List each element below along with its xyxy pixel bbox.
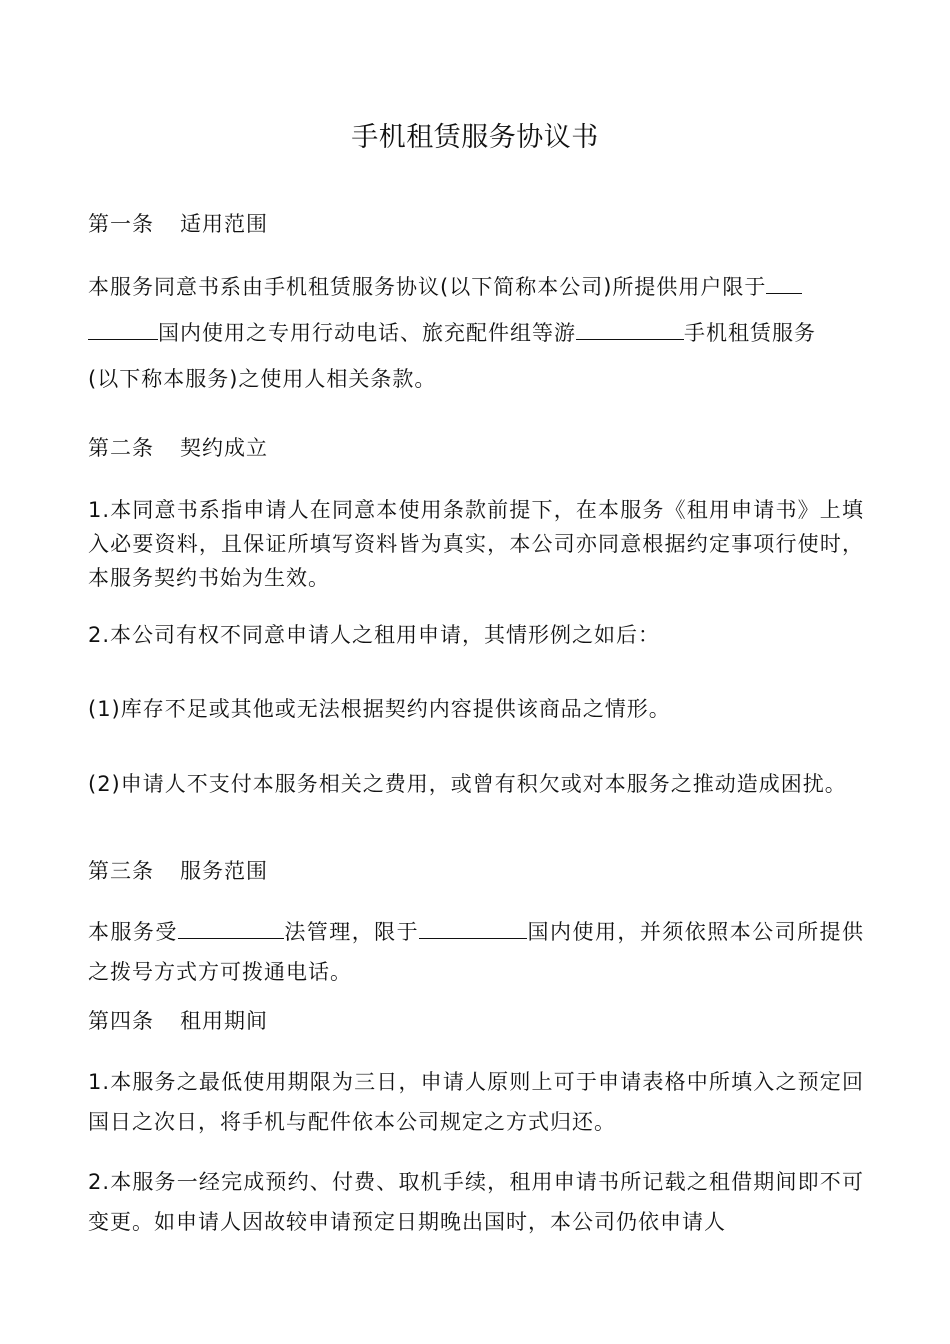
paragraph-text: 国内使用，并须依照本公司所提供之拨号方式方可拨通电话。 (88, 920, 865, 984)
article-2-subitem-1: (1)库存不足或其他或无法根据契约内容提供该商品之情形。 (88, 697, 671, 721)
document-title: 手机租赁服务协议书 (351, 122, 599, 153)
paragraph-text: 法管理，限于 (283, 920, 420, 944)
article-number: 第三条 (88, 859, 154, 883)
fill-in-blank (576, 319, 684, 340)
paragraph-text: 手机租赁服务 (684, 321, 816, 345)
paragraph-text: 本服务同意书系由手机租赁服务协议(以下简称本公司)所提供用户限于 (88, 275, 767, 299)
article-3-body (88, 912, 864, 992)
article-2-item-1: 1.本同意书系指申请人在同意本使用条款前提下，在本服务《租用申请书》上填入必要资料，且保证所填写资料皆为真实，本公司亦同意根据约定事项行使时，本服务契约书始为生效。 (88, 498, 864, 590)
paragraph-text: 国内使用之专用行动电话、旅充配件组等游 (158, 321, 576, 345)
article-title: 适用范围 (180, 212, 268, 236)
article-3-heading (88, 855, 864, 887)
paragraph-text: (以下称本服务)之使用人相关条款。 (88, 367, 437, 391)
article-title: 服务范围 (180, 859, 268, 883)
article-number: 第四条 (88, 1009, 154, 1033)
article-4-item-1: 1.本服务之最低使用期限为三日，申请人原则上可于申请表格中所填入之预定回国日之次日，将手机与配件依本公司规定之方式归还。 (88, 1070, 864, 1134)
article-4-item-2: 2.本服务一经完成预约、付费、取机手续，租用申请书所记载之租借期间即不可变更。如申请人因故较申请预定日期晚出国时，本公司仍依申请人 (88, 1170, 864, 1234)
article-number: 第一条 (88, 212, 154, 236)
article-2-subitem-2: (2)申请人不支付本服务相关之费用，或曾有积欠或对本服务之推动造成困扰。 (88, 772, 847, 796)
paragraph-text: 本服务受 (88, 920, 178, 944)
article-2-heading (88, 432, 864, 464)
article-1-heading (88, 208, 864, 240)
article-title: 契约成立 (180, 436, 268, 460)
fill-in-blank (178, 918, 284, 939)
article-1-body (88, 264, 864, 402)
article-number: 第二条 (88, 436, 154, 460)
fill-in-blank (766, 273, 802, 294)
article-4-heading (88, 1005, 864, 1037)
article-title: 租用期间 (180, 1009, 268, 1033)
article-2-item-2: 2.本公司有权不同意申请人之租用申请，其情形例之如后： (88, 623, 661, 647)
fill-in-blank (88, 319, 158, 340)
fill-in-blank (419, 918, 527, 939)
